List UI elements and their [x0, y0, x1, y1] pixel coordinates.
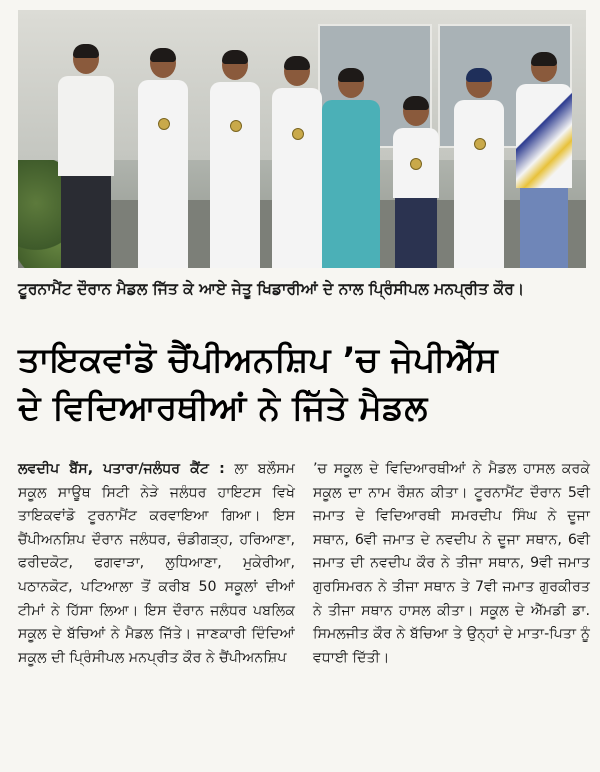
person-student-patka — [452, 68, 506, 268]
headline-line-2: ਦੇ ਵਿਦਿਆਰਥੀਆਂ ਨੇ ਜਿੱਤੇ ਮੈਡਲ — [18, 388, 428, 428]
article-column-1 — [18, 458, 295, 758]
news-photo — [18, 10, 586, 268]
person-coach-tracksuit — [514, 52, 574, 268]
person-man-white-shirt — [56, 44, 116, 268]
person-principal — [320, 68, 382, 268]
headline — [18, 336, 590, 432]
person-student-medal — [136, 48, 190, 268]
headline-line-1: ਤਾਇਕਵਾਂਡੋ ਚੈਂਪੀਅਨਸ਼ਿਪ ’ਚ ਜੇਪੀਐੱਸ — [18, 340, 498, 380]
article-text-col1: ਲਾ ਬਲੌਸਮ ਸਕੂਲ ਸਾਊਥ ਸਿਟੀ ਨੇੜੇ ਜਲੰਧਰ ਹਾਇਟਸ ਵਿਖੇ ਤਾਇਕਵਾਂਡੋ ਟੂਰਨਾਮੈਂਟ ਕਰਵਾਇਆ ਗਿਆ। ਇਸ ਚੈਂਪੀਅਨਸ਼ਿਪ ਦੌਰਾਨ ਜਲੰਧਰ, ਚੰਡੀਗੜ੍ਹ, ਹਰਿਆਣਾ, ਫਰੀਦਕੋਟ, ਫਗਵਾੜਾ, ਲੁਧਿਆਣਾ, ਮੁਕੇਰੀਆ, ਪਠਾਨਕੋਟ, ਪਟਿਆਲਾ ਤੋਂ ਕਰੀਬ 50 ਸਕੂਲਾਂ ਦੀਆਂ ਟੀਮਾਂ ਨੇ ਹਿੱਸਾ ਲਿਆ। ਇਸ ਦੌਰਾਨ ਜਲੰਧਰ ਪਬਲਿਕ ਸਕੂਲ ਦੇ ਬੱਚਿਆਂ ਨੇ ਮੈਡਲ ਜਿੱਤੇ। ਜਾਣਕਾਰੀ ਦਿੰਦਿਆਂ ਸਕੂਲ ਦੀ ਪ੍ਰਿੰਸੀਪਲ ਮਨਪ੍ਰੀਤ ਕੌਰ ਨੇ ਚੈਂਪੀਅਨਸ਼ਿਪ — [18, 461, 296, 666]
article-text-col2: ’ਚ ਸਕੂਲ ਦੇ ਵਿਦਿਆਰਥੀਆਂ ਨੇ ਮੈਡਲ ਹਾਸਲ ਕਰਕੇ ਸਕੂਲ ਦਾ ਨਾਮ ਰੌਸ਼ਨ ਕੀਤਾ। ਟੂਰਨਾਮੈਂਟ ਦੌਰਾਨ 5ਵੀ ਜਮਾਤ ਦੇ ਵਿਦਿਆਰਥੀ ਸਮਰਦੀਪ ਸਿੰਘ ਨੇ ਦੂਜਾ ਸਥਾਨ, 6ਵੀ ਜਮਾਤ ਦੇ ਨਵਦੀਪ ਨੇ ਦੂਜਾ ਸਥਾਨ, 6ਵੀ ਜਮਾਤ ਦੀ ਨਵਦੀਪ ਕੌਰ ਨੇ ਤੀਜਾ ਸਥਾਨ, 9ਵੀ ਜਮਾਤ ਗੁਰਸਿਮਰਨ ਨੇ ਤੀਜਾ ਸਥਾਨ ਤੇ 7ਵੀ ਜਮਾਤ ਗੁਰਕੀਰਤ ਨੇ ਤੀਜਾ ਸਥਾਨ ਹਾਸਲ ਕੀਤਾ। ਸਕੂਲ ਦੇ ਐੱਮਡੀ ਡਾ. ਸਿਮਲਜੀਤ ਕੌਰ ਨੇ ਬੱਚਿਆ ਤੇ ਉਨ੍ਹਾਂ ਦੇ ਮਾਤਾ-ਪਿਤਾ ਨੂੰ ਵਧਾਈ ਦਿੱਤੀ। — [313, 461, 590, 666]
person-student-uniform — [390, 96, 442, 268]
person-student-medal — [208, 50, 262, 268]
article-body — [18, 458, 590, 758]
byline: ਲਵਦੀਪ ਬੈਂਸ, ਪਤਾਰਾ/ਜਲੰਧਰ ਕੈਂਟ : — [18, 461, 225, 477]
person-student-medal — [270, 56, 324, 268]
article-column-2 — [313, 458, 590, 758]
photo-caption: ਟੂਰਨਾਮੈਂਟ ਦੌਰਾਨ ਮੈਡਲ ਜਿੱਤ ਕੇ ਆਏ ਜੇਤੂ ਖਿਡਾਰੀਆਂ ਦੇ ਨਾਲ ਪ੍ਰਿੰਸੀਪਲ ਮਨਪ੍ਰੀਤ ਕੌਰ। — [18, 280, 525, 298]
